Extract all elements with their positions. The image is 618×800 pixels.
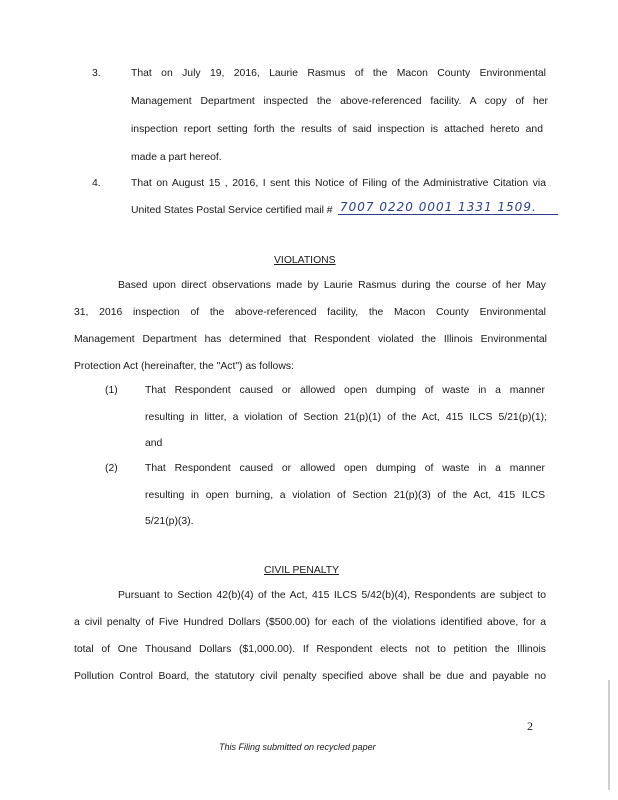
violation-2-line-3: 5/21(p)(3). — [145, 516, 194, 527]
violations-intro-line-4: Protection Act (hereinafter, the "Act") as follows: — [74, 361, 294, 372]
civil-penalty-heading: CIVIL PENALTY — [264, 565, 340, 576]
violation-1-line-3: and — [145, 438, 163, 449]
violations-intro-line-3: Management Department has determined that Respondent violated the Illinois Environmental — [74, 334, 547, 345]
scan-edge-shadow — [608, 680, 610, 790]
handwritten-tracking-number: 7007 0220 0001 1331 1509. — [340, 200, 537, 214]
violation-2-line-1: That Respondent caused or allowed open dumping of waste in a manner — [145, 463, 545, 474]
paragraph-3-line-3: inspection report setting forth the results of said inspection is attached hereto and — [131, 124, 543, 135]
footer-note: This Filing submitted on recycled paper — [219, 742, 376, 752]
violation-1-line-2: resulting in litter, a violation of Section 21(p)(1) of the Act, 415 ILCS 5/21(p)(1); — [145, 412, 547, 423]
violation-2-line-2: resulting in open burning, a violation of Section 21(p)(3) of the Act, 415 ILCS — [145, 490, 545, 501]
handwritten-underline — [338, 214, 558, 215]
paragraph-3-line-1: That on July 19, 2016, Laurie Rasmus of the Macon County Environmental — [131, 68, 546, 79]
violation-2-number: (2) — [105, 463, 118, 474]
violations-intro-line-1: Based upon direct observations made by Laurie Rasmus during the course of her May — [118, 280, 546, 291]
paragraph-4-number: 4. — [92, 178, 101, 189]
paragraph-3-line-2: Management Department inspected the above-referenced facility. A copy of her — [131, 96, 548, 107]
civil-penalty-line-1: Pursuant to Section 42(b)(4) of the Act, 415 ILCS 5/42(b)(4), Respondents are subject to — [118, 590, 546, 601]
page-number: 2 — [527, 719, 533, 733]
violation-1-number: (1) — [105, 385, 118, 396]
paragraph-3-number: 3. — [92, 68, 101, 79]
civil-penalty-line-3: total of One Thousand Dollars ($1,000.00). If Respondent elects not to petition the Illinois — [74, 644, 546, 655]
civil-penalty-line-2: a civil penalty of Five Hundred Dollars ($500.00) for each of the violations identified above, for a — [74, 617, 546, 628]
paragraph-4-line-1: That on August 15 , 2016, I sent this Notice of Filing of the Administrative Citation via — [131, 178, 546, 189]
civil-penalty-line-4: Pollution Control Board, the statutory civil penalty specified above shall be due and payable no — [74, 671, 546, 682]
violations-heading: VIOLATIONS — [274, 255, 336, 266]
violations-intro-line-2: 31, 2016 inspection of the above-referenced facility, the Macon County Environmental — [74, 307, 546, 318]
violation-1-line-1: That Respondent caused or allowed open dumping of waste in a manner — [145, 385, 545, 396]
paragraph-3-line-4: made a part hereof. — [131, 152, 222, 163]
paragraph-4-line-2: United States Postal Service certified mail # — [131, 205, 333, 216]
